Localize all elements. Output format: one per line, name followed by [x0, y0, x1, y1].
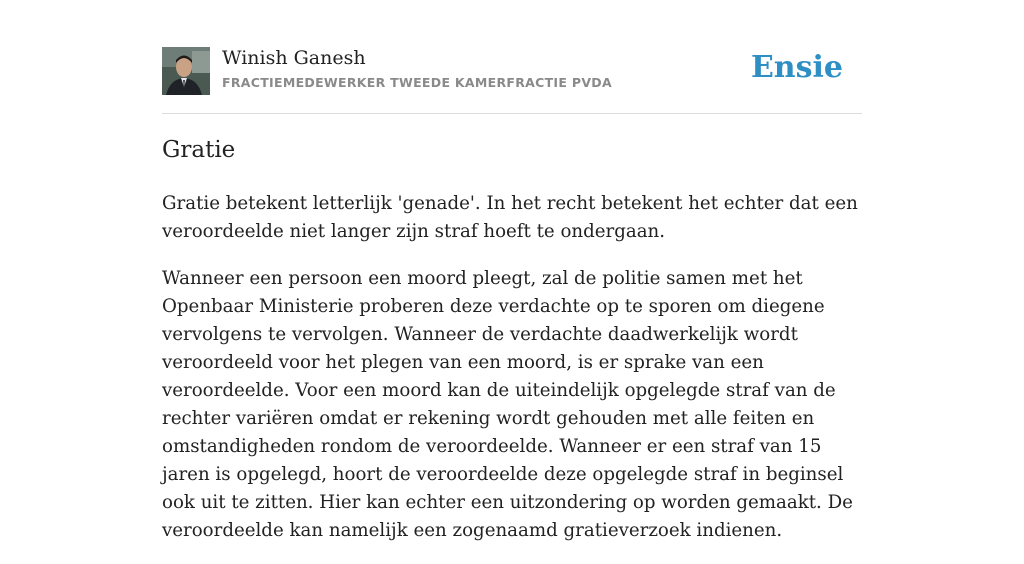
article-title: Gratie: [162, 137, 236, 163]
article-body: [162, 190, 868, 564]
author-avatar[interactable]: [162, 47, 210, 95]
article-header: [162, 46, 862, 114]
author-role: FRACTIEMEDEWERKER TWEEDE KAMERFRACTIE PVDA: [222, 75, 612, 90]
author-photo-icon: [162, 47, 210, 95]
brand-logo[interactable]: Ensie: [750, 50, 843, 85]
article-paragraph: Wanneer een persoon een moord pleegt, zal de politie samen met het Openbaar Ministerie proberen deze verdachte op te sporen om diegene vervolgens te vervolgen. Wanneer de verdachte daadwerkelijk wordt veroordeeld voor het plegen van een moord, is er sprake van een veroordeelde. Voor een moord kan de uiteindelijk opgelegde straf van de rechter variëren omdat er rekening wordt gehouden met alle feiten en omstandigheden rondom de veroordeelde. Wanneer er een straf van 15 jaren is opgelegd, hoort de veroordeelde deze opgelegde straf in beginsel ook uit te zitten. Hier kan echter een uitzondering op worden gemaakt. De veroordeelde kan namelijk een zogenaamd gratieverzoek indienen.: [162, 268, 853, 541]
article-paragraph: Gratie betekent letterlijk 'genade'. In het recht betekent het echter dat een veroordeelde niet langer zijn straf hoeft te ondergaan.: [162, 193, 858, 242]
author-name[interactable]: Winish Ganesh: [222, 47, 366, 69]
